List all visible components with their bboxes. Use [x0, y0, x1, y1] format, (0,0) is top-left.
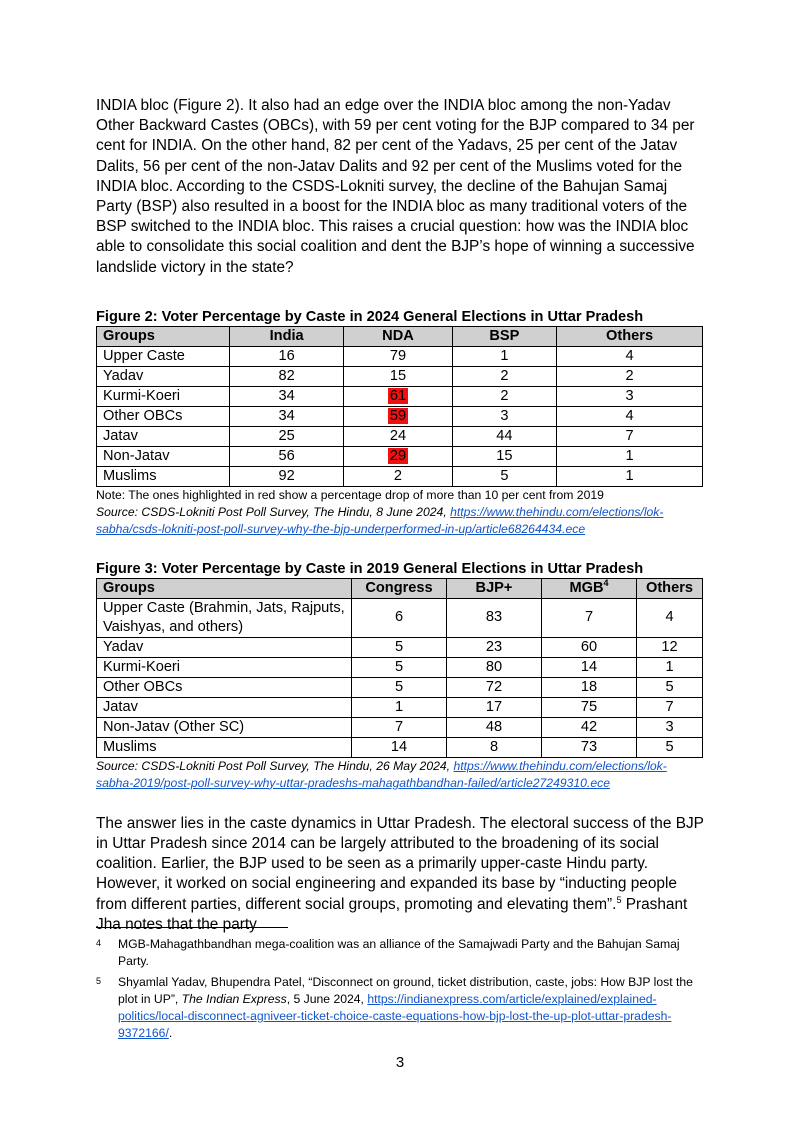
figure3-cell: 5 — [352, 657, 447, 677]
figure3-cell: 75 — [542, 697, 637, 717]
footnote-4-text: MGB-Mahagathbandhan mega-coalition was an alliance of the Samajwadi Party and the Bahujan Samaj Party. — [118, 937, 680, 968]
page-number: 3 — [395, 1054, 405, 1071]
footnote-divider — [96, 927, 288, 928]
figure2-cell: Muslims — [97, 466, 230, 486]
figure2-cell: 24 — [344, 426, 452, 446]
figure2-cell: 4 — [557, 406, 703, 426]
figure2-cell: 2 — [452, 386, 556, 406]
footnote-5-text — [118, 974, 704, 1042]
figure2-cell: 79 — [344, 346, 452, 366]
figure2-cell: 82 — [230, 366, 344, 386]
figure2-cell: 1 — [557, 446, 703, 466]
figure3-cell: 7 — [542, 598, 637, 637]
figure2-cell — [344, 406, 452, 426]
figure3-cell: 12 — [637, 637, 703, 657]
figure2-cell: 56 — [230, 446, 344, 466]
figure3-cell: 5 — [352, 637, 447, 657]
figure2-source-link[interactable]: https://www.thehindu.com/elections/lok-sabha/csds-lokniti-post-poll-survey-why-the-bjp-underperformed-in-up/article68264434.ece — [96, 504, 664, 536]
figure2-cell: 4 — [557, 346, 703, 366]
figure3-row — [97, 717, 703, 737]
figure2-header-india: India — [230, 326, 344, 346]
figure3-row — [97, 657, 703, 677]
footnote-ref-5: 5 — [616, 894, 622, 905]
figure2-cell: 92 — [230, 466, 344, 486]
figure3-cell: 5 — [637, 737, 703, 757]
footnotes — [96, 936, 704, 1046]
figure3-header-groups: Groups — [97, 578, 352, 598]
figure3-cell: 14 — [352, 737, 447, 757]
figure3-source-link[interactable]: https://www.thehindu.com/elections/lok-sabha-2019/post-poll-survey-why-uttar-pradeshs-mahagathbandhan-failed/article27249310.ece — [96, 758, 667, 790]
figure2-cell: Non-Jatav — [97, 446, 230, 466]
figure2-cell: Jatav — [97, 426, 230, 446]
figure3-cell: 23 — [447, 637, 542, 657]
footnote-ref-4: 4 — [603, 577, 609, 588]
figure2-highlight: 29 — [389, 447, 407, 464]
figure2-row — [97, 406, 703, 426]
figure2-note: Note: The ones highlighted in red show a percentage drop of more than 10 per cent from 2019 — [96, 487, 604, 502]
figure2-source-text: Source: CSDS-Lokniti Post Poll Survey, The Hindu, 8 June 2024, — [96, 504, 451, 519]
footnote-4 — [96, 936, 704, 970]
figure3-cell: 6 — [352, 598, 447, 637]
figure3-cell: 73 — [542, 737, 637, 757]
figure3-header-bjp: BJP+ — [447, 578, 542, 598]
footnote-4-number: 4 — [96, 938, 102, 948]
figure3-cell: 80 — [447, 657, 542, 677]
figure3-header-mgb-label: MGB — [569, 579, 604, 596]
figure2-cell: 1 — [452, 346, 556, 366]
figure2-cell: Upper Caste — [97, 346, 230, 366]
figure3-cell: Jatav — [97, 697, 352, 717]
figure2-row — [97, 426, 703, 446]
footnote-5-end: . — [168, 1026, 173, 1040]
figure2-header-groups: Groups — [97, 326, 230, 346]
figure2-cell: Kurmi-Koeri — [97, 386, 230, 406]
figure2-cell: 2 — [557, 366, 703, 386]
figure3-cell: 4 — [637, 598, 703, 637]
figure2-cell: 16 — [230, 346, 344, 366]
figure3-cell: 1 — [352, 697, 447, 717]
page-content — [96, 96, 704, 935]
figure2-table — [96, 326, 703, 487]
figure2-cell: 3 — [452, 406, 556, 426]
figure3-cell: Muslims — [97, 737, 352, 757]
figure2-highlight: 59 — [389, 407, 407, 424]
figure3-row — [97, 697, 703, 717]
figure2-cell: 25 — [230, 426, 344, 446]
figure3-title: Figure 3: Voter Percentage by Caste in 2019 General Elections in Uttar Pradesh — [96, 560, 644, 577]
figure2-row — [97, 366, 703, 386]
figure2-cell — [344, 446, 452, 466]
figure3-row — [97, 598, 703, 637]
figure2-row — [97, 386, 703, 406]
figure3-header-others: Others — [637, 578, 703, 598]
figure3-cell: 3 — [637, 717, 703, 737]
figure2-header-nda: NDA — [344, 326, 452, 346]
figure3-row — [97, 637, 703, 657]
figure2-cell: 44 — [452, 426, 556, 446]
figure3-header-row — [97, 578, 703, 598]
figure2-header-row — [97, 326, 703, 346]
figure2-header-bsp: BSP — [452, 326, 556, 346]
figure2-cell: 15 — [452, 446, 556, 466]
closing-paragraph-tail: Prashant Jha notes that the party — [96, 895, 688, 933]
figure2-cell: 1 — [557, 466, 703, 486]
figure3-cell: 18 — [542, 677, 637, 697]
figure2-highlight: 61 — [389, 387, 407, 404]
closing-paragraph — [96, 814, 704, 935]
footnote-5-number: 5 — [96, 976, 102, 986]
footnote-5-prefix: Shyamlal Yadav, Bhupendra Patel, “Disconnect on ground, ticket distribution, caste, jobs: How BJP lost the plot in UP”, — [118, 975, 693, 1006]
figure3-cell: 7 — [352, 717, 447, 737]
figure3-cell: 42 — [542, 717, 637, 737]
figure3-row — [97, 677, 703, 697]
figure2-cell: 2 — [344, 466, 452, 486]
figure2-row — [97, 346, 703, 366]
figure3-header-mgb — [542, 578, 637, 598]
figure2-cell: 3 — [557, 386, 703, 406]
figure2-cell: 34 — [230, 386, 344, 406]
figure3-row — [97, 737, 703, 757]
figure2-cell: Other OBCs — [97, 406, 230, 426]
figure3-cell: 83 — [447, 598, 542, 637]
figure2-cell: 34 — [230, 406, 344, 426]
intro-paragraph: INDIA bloc (Figure 2). It also had an edge over the INDIA bloc among the non-Yadav Other Backward Castes (OBCs), with 59 per cent voting for the BJP compared to 34 per cent for INDIA. On the other hand, 82 per cent of the Yadavs, 25 per cent of the Jatav Dalits, 56 per cent of the non-Jatav Dalits and 92 per cent of the Muslims voted for the INDIA bloc. According to the CSDS-Lokniti survey, the decline of the Bahujan Samaj Party (BSP) also resulted in a boost for the INDIA bloc as many traditional voters of the BSP switched to the INDIA bloc. This raises a crucial question: how was the INDIA bloc able to consolidate this social coalition and dent the BJP’s hope of winning a successive landslide victory in the state? — [96, 97, 695, 276]
footnote-5-date: , 5 June 2024, — [286, 992, 368, 1006]
figure2-cell: Yadav — [97, 366, 230, 386]
footnote-5-publication: The Indian Express — [181, 992, 287, 1006]
figure2-cell: 7 — [557, 426, 703, 446]
footnote-5-link[interactable]: https://indianexpress.com/article/explained/explained-politics/local-disconnect-agniveer-ticket-choice-caste-equations-how-bjp-lost-the-up-plot-uttar-pradesh-9372166/ — [118, 992, 672, 1040]
figure2-row — [97, 446, 703, 466]
figure3-cell: Kurmi-Koeri — [97, 657, 352, 677]
figure3-cell: 17 — [447, 697, 542, 717]
figure3-cell: 14 — [542, 657, 637, 677]
figure3-cell: Other OBCs — [97, 677, 352, 697]
figure3-header-congress: Congress — [352, 578, 447, 598]
figure3-cell: Non-Jatav (Other SC) — [97, 717, 352, 737]
figure3-table — [96, 578, 703, 758]
figure2-row — [97, 466, 703, 486]
figure2-cell: 5 — [452, 466, 556, 486]
closing-paragraph-text: The answer lies in the caste dynamics in Uttar Pradesh. The electoral success of the BJP in Uttar Pradesh since 2014 can be largely attributed to the broadening of its social coalition. Earlier, the BJP used to be seen as a primarily upper-caste Hindu party. However, it worked on social engineering and expanded its base by “inducting people from different parties, different social groups, promoting and elevating them”. — [96, 814, 704, 913]
figure2-cell: 15 — [344, 366, 452, 386]
footnote-5 — [96, 974, 704, 1042]
figure3-cell: 5 — [637, 677, 703, 697]
figure3-cell: 60 — [542, 637, 637, 657]
figure3-cell: 1 — [637, 657, 703, 677]
figure3-cell: 72 — [447, 677, 542, 697]
figure3-cell: 5 — [352, 677, 447, 697]
figure3-source — [96, 758, 704, 792]
figure2-cell — [344, 386, 452, 406]
figure2-source — [96, 504, 704, 538]
figure3-cell: Yadav — [97, 637, 352, 657]
figure3-source-text: Source: CSDS-Lokniti Post Poll Survey, The Hindu, 26 May 2024, — [96, 758, 454, 773]
figure3-cell: Upper Caste (Brahmin, Jats, Rajputs, Vaishyas, and others) — [97, 598, 352, 637]
figure2-cell: 2 — [452, 366, 556, 386]
figure3-cell: 7 — [637, 697, 703, 717]
figure2-header-others: Others — [557, 326, 703, 346]
figure2-title: Figure 2: Voter Percentage by Caste in 2024 General Elections in Uttar Pradesh — [96, 308, 644, 325]
figure3-cell: 8 — [447, 737, 542, 757]
figure3-cell: 48 — [447, 717, 542, 737]
